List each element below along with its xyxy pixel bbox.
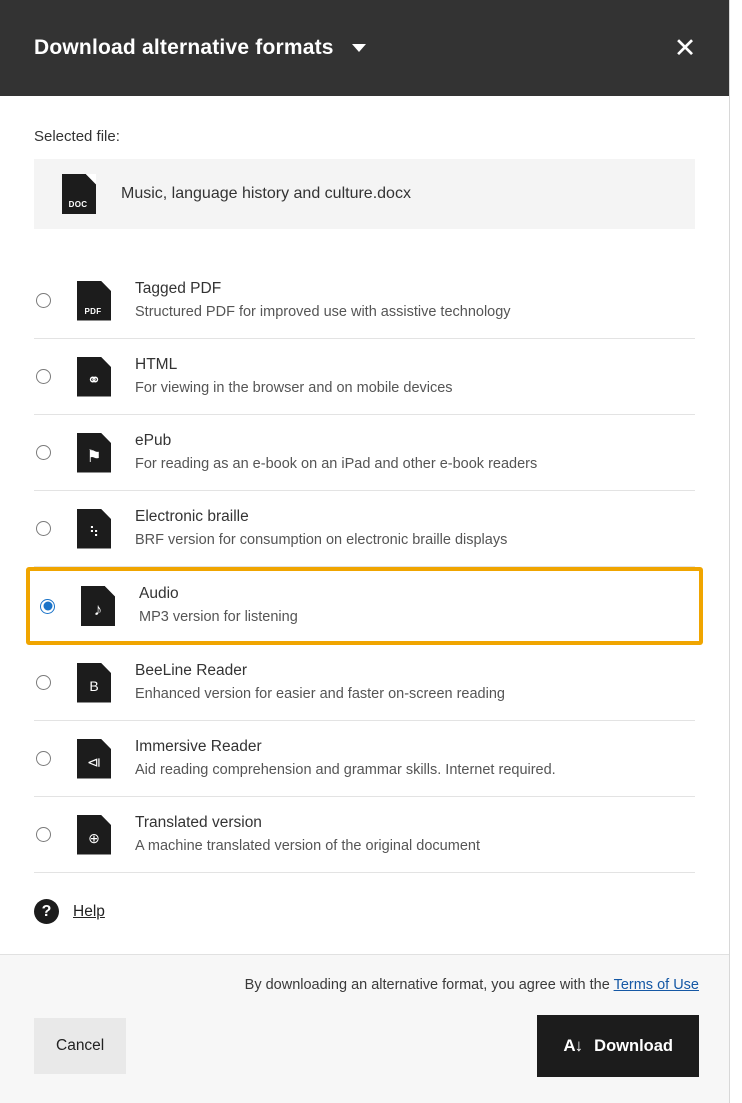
option-title: Electronic braille [135, 507, 249, 525]
terms-notice [34, 977, 699, 993]
option-text [135, 431, 537, 474]
speaker-file-icon-glyph: ⧏ [87, 754, 101, 771]
radio-audio[interactable] [40, 599, 55, 614]
option-row-html[interactable] [34, 339, 695, 415]
option-icon-wrap [77, 663, 111, 703]
option-text [135, 279, 511, 322]
beeline-file-icon-glyph: B [89, 678, 99, 695]
dialog-titlebar [0, 0, 729, 96]
option-row-electronic-braille[interactable] [34, 491, 695, 567]
option-row-beeline-reader[interactable] [34, 645, 695, 721]
option-icon-wrap [77, 281, 111, 321]
option-text [135, 737, 556, 780]
download-button-label: Download [594, 1036, 673, 1055]
option-title: Audio [139, 585, 179, 603]
radio-html[interactable] [36, 369, 51, 384]
option-text [135, 813, 480, 856]
option-subtitle: BRF version for consumption on electronic braille displays [135, 531, 508, 548]
selected-file-label: Selected file: [34, 128, 120, 145]
terms-text: By downloading an alternative format, you agree with the [244, 977, 610, 993]
radio-epub[interactable] [36, 445, 51, 460]
option-row-translated-version[interactable] [34, 797, 695, 873]
download-button[interactable] [537, 1015, 699, 1077]
option-icon-wrap [77, 815, 111, 855]
radio-immersive-reader[interactable] [36, 751, 51, 766]
option-subtitle: MP3 version for listening [139, 609, 298, 626]
selected-file-name: Music, language history and culture.docx [121, 185, 411, 202]
help-row[interactable] [34, 899, 695, 924]
option-icon-wrap [77, 433, 111, 473]
bookmark-file-icon-glyph: ⚑ [86, 446, 102, 466]
radio-translated-version[interactable] [36, 827, 51, 842]
link-file-icon [77, 357, 111, 397]
close-icon[interactable]: ✕ [673, 32, 697, 63]
cancel-button[interactable]: Cancel [34, 1018, 126, 1074]
option-text [135, 355, 453, 398]
speaker-file-icon [77, 739, 111, 779]
option-title: Tagged PDF [135, 279, 222, 297]
option-icon-wrap [77, 739, 111, 779]
option-title: ePub [135, 431, 172, 449]
help-link[interactable]: Help [73, 902, 105, 920]
chevron-down-icon[interactable] [352, 44, 366, 52]
option-row-tagged-pdf[interactable] [34, 263, 695, 339]
bookmark-file-icon [77, 433, 111, 473]
option-text [135, 661, 505, 704]
option-title: BeeLine Reader [135, 661, 248, 679]
option-title: HTML [135, 355, 178, 373]
option-icon-wrap [77, 357, 111, 397]
font-download-icon: A↓ [563, 1036, 583, 1055]
link-file-icon-glyph: ⚭ [86, 370, 102, 390]
option-subtitle: A machine translated version of the original document [135, 837, 480, 854]
beeline-file-icon [77, 663, 111, 703]
option-text [135, 507, 507, 550]
question-mark-icon: ? [34, 899, 59, 924]
option-subtitle: Aid reading comprehension and grammar skills. Internet required. [135, 761, 556, 778]
option-row-epub[interactable] [34, 415, 695, 491]
radio-electronic-braille[interactable] [36, 521, 51, 536]
doc-file-icon-tag: DOC [68, 200, 88, 209]
option-icon-wrap [77, 509, 111, 549]
pdf-file-icon [77, 281, 111, 321]
option-icon-wrap [81, 586, 115, 626]
doc-file-icon [62, 174, 96, 214]
option-subtitle: Structured PDF for improved use with assistive technology [135, 303, 511, 320]
option-title: Translated version [135, 813, 262, 831]
format-options-list [34, 263, 695, 873]
globe-file-icon-glyph: ⊕ [88, 830, 100, 847]
braille-file-icon [77, 509, 111, 549]
music-note-file-icon [81, 586, 115, 626]
option-subtitle: For viewing in the browser and on mobile devices [135, 379, 453, 396]
footer-buttons [34, 1015, 699, 1077]
dialog-body [0, 96, 729, 954]
dialog-title: Download alternative formats [34, 36, 334, 59]
option-subtitle: For reading as an e-book on an iPad and other e-book readers [135, 455, 538, 472]
terms-of-use-link[interactable]: Terms of Use [613, 977, 699, 993]
option-title: Immersive Reader [135, 737, 262, 755]
option-row-immersive-reader[interactable] [34, 721, 695, 797]
radio-tagged-pdf[interactable] [36, 293, 51, 308]
radio-beeline-reader[interactable] [36, 675, 51, 690]
braille-file-icon-glyph: ⠳ [88, 524, 100, 541]
music-note-file-icon-glyph: ♪ [93, 600, 103, 620]
option-text [139, 584, 298, 627]
globe-file-icon [77, 815, 111, 855]
dialog-footer [0, 954, 729, 1103]
selected-file-card [34, 159, 695, 229]
option-subtitle: Enhanced version for easier and faster on-screen reading [135, 685, 505, 702]
pdf-file-icon-tag: PDF [84, 306, 102, 316]
option-row-audio[interactable] [26, 567, 703, 645]
